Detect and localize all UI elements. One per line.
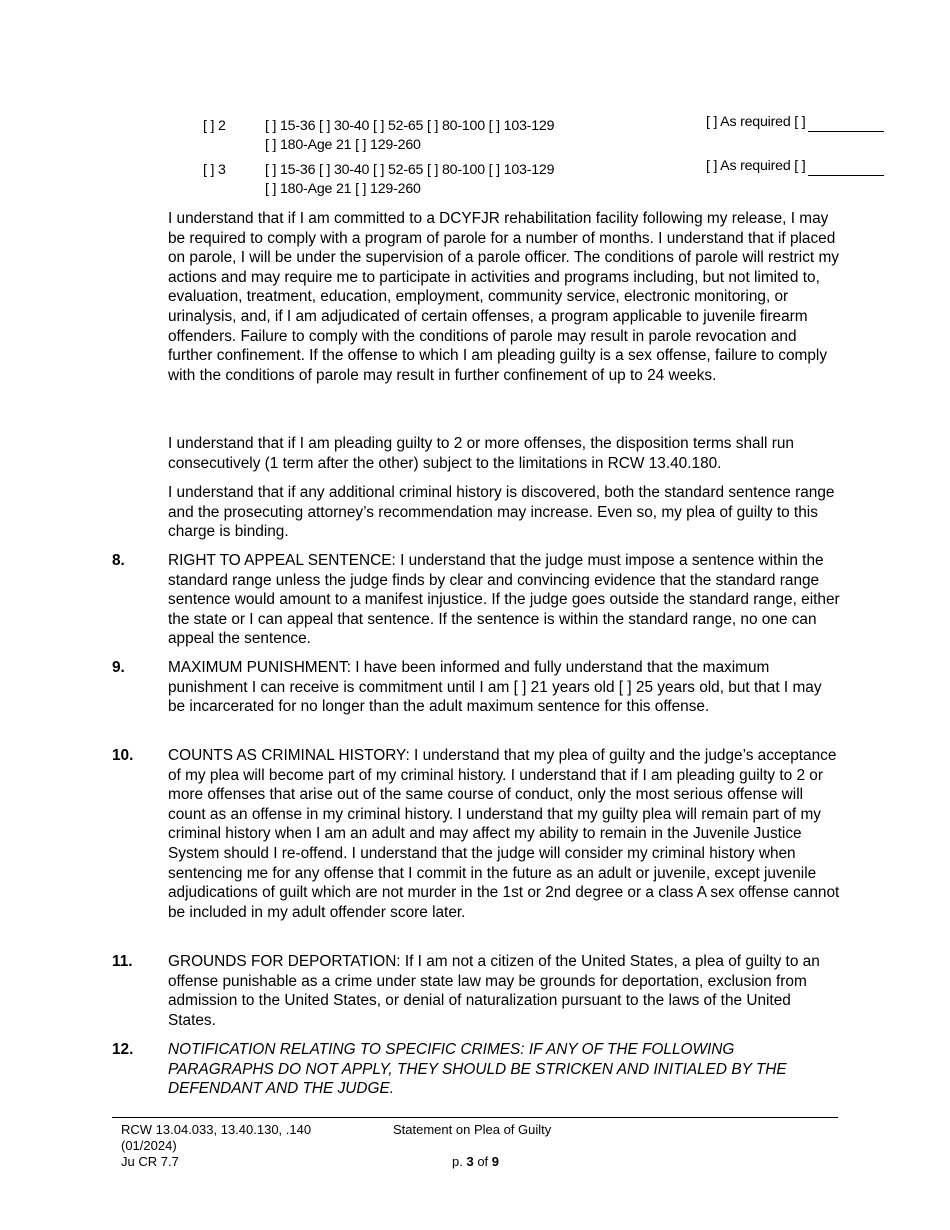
- item-number: 11.: [112, 953, 133, 970]
- level-checkbox-label[interactable]: [ ] 2: [203, 118, 226, 134]
- item-number: 9.: [112, 659, 125, 676]
- as-required-label[interactable]: [ ] As required [ ]: [706, 158, 806, 174]
- item-text: RIGHT TO APPEAL SENTENCE: I understand that the judge must impose a sentence within the standard range unless the judge finds by clear and convincing evidence that the standard range sentence would amount to a manifest injustice. If the judge goes outside the standard range, either the state or I can appeal that sentence. If the sentence is within the standard range, no one can appeal the sentence.: [168, 552, 840, 648]
- level-checkbox-label[interactable]: [ ] 3: [203, 162, 226, 178]
- range-options: [265, 161, 554, 199]
- footer-revision: (01/2024): [121, 1138, 177, 1153]
- footer-form-title: Statement on Plea of Guilty: [393, 1122, 552, 1137]
- as-required-option-level-2: [706, 113, 884, 132]
- disposition-row-level-2: [203, 117, 623, 155]
- page-total: 9: [491, 1154, 500, 1169]
- item-text: COUNTS AS CRIMINAL HISTORY: I understand that my plea of guilty and the judge’s acceptance of my plea will become part of my criminal history. I understand that if I am pleading guilty to 2 or more offenses that arise out of the same course of conduct, only the most serious offense will count as an offense in my criminal history. I understand that my guilty plea will remain part of my criminal history when I am an adult and may affect my ability to remain in the Juvenile Justice System should I re-offend. I understand that the judge will consider my criminal history when sentencing me for any offense that I commit in the future as an adult or juvenile, except juvenile adjudications of guilt which are not murder in the 1st or 2nd degree or a class A sex offense cannot be included in my adult offender score later.: [168, 747, 840, 921]
- page-current: 3: [466, 1154, 474, 1169]
- disposition-row-level-3: [203, 161, 623, 199]
- fill-in-blank[interactable]: [808, 116, 884, 132]
- page-prefix: p.: [452, 1154, 463, 1169]
- item-number: 10.: [112, 747, 134, 764]
- footer-page-number: [452, 1154, 499, 1170]
- fill-in-blank[interactable]: [808, 160, 884, 176]
- range-options-line-2[interactable]: [ ] 180-Age 21 [ ] 129-260: [265, 181, 421, 197]
- item-number: 8.: [112, 552, 125, 569]
- item-text: MAXIMUM PUNISHMENT: I have been informed and fully understand that the maximum punishment I can receive is commitment until I am [ ] 21 years old [ ] 25 years old, but that I may be incarcerated for no longer than the adult maximum sentence for this offense.: [168, 659, 822, 716]
- footer-divider: [112, 1117, 838, 1118]
- parole-paragraph: I understand that if I am committed to a DCYFJR rehabilitation facility following my release, I may be required to comply with a program of parole for a number of months. I understand that if placed on parole, I will be under the supervision of a parole officer. The conditions of parole will restrict my actions and may require me to participate in activities and programs including, but not limited to, evaluation, treatment, education, employment, community service, electronic monitoring, or urinalysis, and, if I am adjudicated of certain offenses, a program applicable to juvenile firearm offenders. Failure to comply with the conditions of parole may result in parole revocation and further confinement. If the offense to which I am pleading guilty is a sex offense, failure to comply with the conditions of parole may result in further confinement of up to 24 weeks.: [168, 210, 839, 384]
- item-text: NOTIFICATION RELATING TO SPECIFIC CRIMES: IF ANY OF THE FOLLOWING PARAGRAPHS DO NOT APPLY, THEY SHOULD BE STRICKEN AND INITIALED BY THE DEFENDANT AND THE JUDGE.: [168, 1041, 787, 1098]
- item-number: 12.: [112, 1041, 134, 1058]
- page-of: of: [477, 1154, 489, 1169]
- range-options: [265, 117, 554, 155]
- as-required-option-level-3: [706, 157, 884, 176]
- range-options-line-1[interactable]: [ ] 15-36 [ ] 30-40 [ ] 52-65 [ ] 80-100 [ ] 103-129: [265, 162, 555, 178]
- item-text: GROUNDS FOR DEPORTATION: If I am not a citizen of the United States, a plea of guilty to an offense punishable as a crime under state law may be grounds for deportation, exclusion from admission to the United States, or denial of naturalization pursuant to the laws of the United States.: [168, 953, 820, 1029]
- consecutive-terms-paragraph: I understand that if I am pleading guilty to 2 or more offenses, the disposition terms shall run consecutively (1 term after the other) subject to the limitations in RCW 13.40.180.: [168, 435, 794, 472]
- criminal-history-paragraph: I understand that if any additional criminal history is discovered, both the standard sentence range and the prosecuting attorney’s recommendation may increase. Even so, my plea of guilty to this charge is binding.: [168, 484, 835, 541]
- range-options-line-2[interactable]: [ ] 180-Age 21 [ ] 129-260: [265, 137, 421, 153]
- footer-rule: Ju CR 7.7: [121, 1154, 179, 1169]
- range-options-line-1[interactable]: [ ] 15-36 [ ] 30-40 [ ] 52-65 [ ] 80-100 [ ] 103-129: [265, 118, 555, 134]
- as-required-label[interactable]: [ ] As required [ ]: [706, 114, 806, 130]
- footer-statute: RCW 13.04.033, 13.40.130, .140: [121, 1122, 312, 1137]
